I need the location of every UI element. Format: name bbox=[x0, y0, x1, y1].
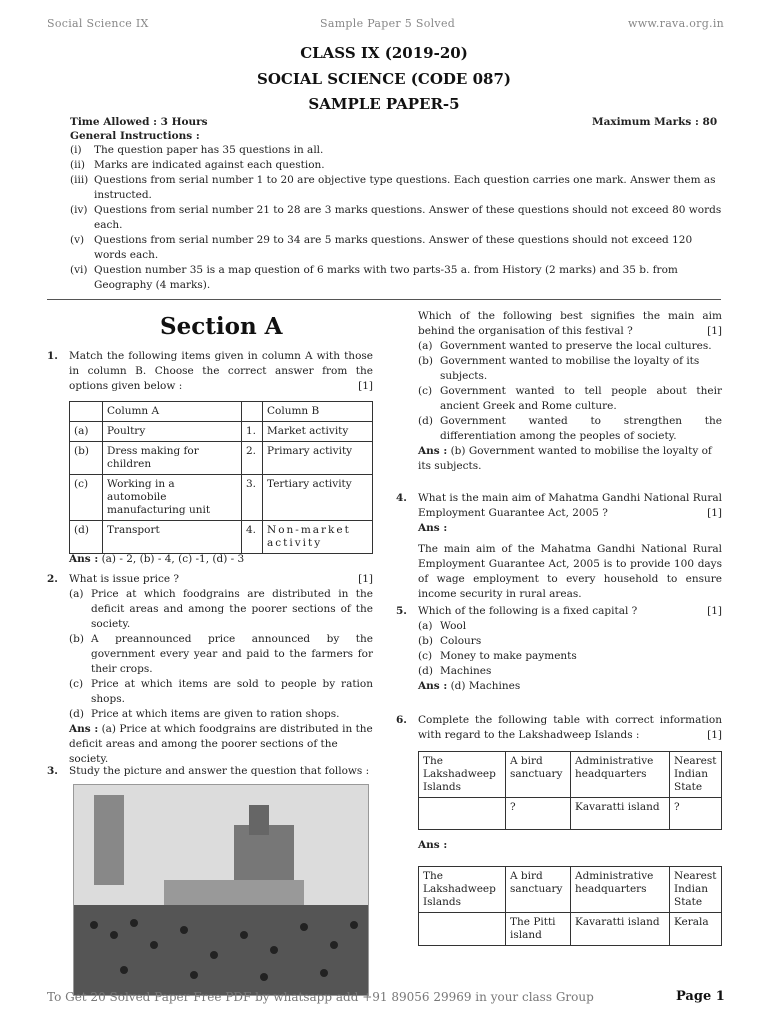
question-1: 1. Match the following items given in column A with those in column B. Choose the correct answer from the options given below : [1] bbox=[47, 350, 373, 392]
question-4-answer: The main aim of the Mahatma Gandhi National Rural Employment Guarantee Act, 2005 is to provide 100 days of wage employment to every household to ensure income security in rural areas. bbox=[418, 543, 722, 600]
instruction-item: (iii) Questions from serial number 1 to 20 are objective type questions. Each question carries one mark. Answer them as instructed. bbox=[70, 174, 716, 201]
class-title: CLASS IX (2019-20) bbox=[300, 44, 468, 62]
instruction-item: (ii) Marks are indicated against each question. bbox=[70, 159, 325, 171]
option: (b) Colours bbox=[418, 635, 482, 647]
table-header-row: The Lakshadweep Islands A bird sanctuary Administrative headquarters Nearest Indian State bbox=[419, 752, 722, 798]
option: (d) Government wanted to strengthen the differentiation among the peoples of society. bbox=[418, 415, 722, 442]
maximum-marks: Maximum Marks : 80 bbox=[592, 116, 718, 128]
option: (a) Wool bbox=[418, 620, 467, 632]
table-header-row: Column A Column B bbox=[70, 402, 373, 422]
table-row: (d) Transport 4. Non-market activity bbox=[70, 521, 373, 554]
question-6-answer-table bbox=[418, 866, 722, 946]
option: (d) Machines bbox=[418, 665, 492, 677]
question-6-answer-label: Ans : bbox=[418, 839, 448, 851]
question-1-table bbox=[69, 401, 373, 554]
header-subject: Social Science IX bbox=[47, 17, 149, 30]
header-website[interactable]: www.rava.org.in bbox=[628, 17, 725, 30]
question-1-answer: Ans : (a) - 2, (b) - 4, (c) -1, (d) - 3 bbox=[69, 553, 245, 565]
instruction-item: (v) Questions from serial number 29 to 34 are 5 marks questions. Answer of these questions should not exceed 120 words each. bbox=[70, 234, 693, 261]
question-2: 2. What is issue price ? [1] (a) Price at which foodgrains are distributed in the deficit areas and among the poorer sections of the society. (b) A preannounced price announced by the government every year and paid to the farmers for their crops. (c) Price at which items are sold to people by ration shops. (d) Price at which items are given to ration shops. Ans : (a) Price at which foodgrains are distributed in the deficit areas and among the poorer sections of the society. bbox=[47, 573, 373, 765]
paper-title: SAMPLE PAPER-5 bbox=[308, 95, 460, 113]
question-5-answer: Ans : (d) Machines bbox=[418, 680, 521, 692]
option: (a) Government wanted to preserve the local cultures. bbox=[418, 340, 712, 352]
footer-text: To Get 20 Solved Paper Free PDF by whatsapp add +91 89056 29969 in your class Group bbox=[47, 990, 594, 1004]
option: (c) Government wanted to tell people about their ancient Greek and Rome culture. bbox=[418, 385, 722, 412]
option: (c) Money to make payments bbox=[418, 650, 577, 662]
option: (d) Price at which items are given to ration shops. bbox=[69, 708, 340, 720]
instruction-item: (vi) Question number 35 is a map question of 6 marks with two parts-35 a. from History (2 marks) and 35 b. from Geography (4 marks). bbox=[70, 264, 678, 291]
question-3: 3. Study the picture and answer the question that follows : bbox=[47, 765, 370, 777]
question-3-continued: Which of the following best signifies the main aim behind the organisation of this festival ? [1] (a) Government wanted to preserve the local cultures. (b) Government wanted to mobilise the loyalty of its subjects. (c) Government wanted to tell people about their ancient Greek and Rome culture. (d) Government wanted to strengthen the differentiation among the peoples of society. Ans : (b) Government wanted to mobilise the loyalty of its subjects. bbox=[418, 310, 722, 472]
page-number: Page 1 bbox=[676, 989, 725, 1004]
header-paper: Sample Paper 5 Solved bbox=[320, 17, 456, 30]
general-instructions-heading: General Instructions : bbox=[70, 130, 200, 142]
option: (a) Price at which foodgrains are distributed in the deficit areas and among the poorer sections of the society. bbox=[69, 588, 373, 630]
table-header-row: The Lakshadweep Islands A bird sanctuary Administrative headquarters Nearest Indian State bbox=[419, 867, 722, 913]
instruction-item: (iv) Questions from serial number 21 to 28 are 3 marks questions. Answer of these questions should not exceed 80 words each. bbox=[70, 204, 722, 231]
question-5: 5. Which of the following is a fixed capital ? [1] (a) Wool (b) Colours (c) Money to make payments (d) Machines Ans : (d) Machines bbox=[396, 605, 722, 692]
table-row: The Pitti island Kavaratti island Kerala bbox=[419, 913, 722, 946]
section-heading: Section A bbox=[160, 313, 283, 340]
question-6-table bbox=[418, 751, 722, 830]
option: (b) Government wanted to mobilise the loyalty of its subjects. bbox=[418, 355, 700, 382]
instruction-item: (i) The question paper has 35 questions in all. bbox=[70, 144, 324, 156]
time-allowed: Time Allowed : 3 Hours bbox=[70, 116, 208, 128]
divider bbox=[47, 299, 721, 300]
option: (b) A preannounced price announced by the government every year and paid to the farmers for their crops. bbox=[69, 633, 373, 675]
question-6: 6. Complete the following table with correct information with regard to the Lakshadweep Islands : [1] bbox=[396, 714, 722, 741]
subject-title: SOCIAL SCIENCE (CODE 087) bbox=[257, 70, 511, 88]
table-row: (b) Dress making for children 2. Primary activity bbox=[70, 442, 373, 475]
question-4: 4. What is the main aim of Mahatma Gandhi National Rural Employment Guarantee Act, 2005 ? [1] Ans : The main aim of the Mahatma Gandhi National Rural Employment Guarantee Act, 2005 is to provide 100 days of wage employment to every household to ensure income security in rural areas. bbox=[396, 492, 722, 600]
table-row: ? Kavaratti island ? bbox=[419, 798, 722, 830]
table-row: (a) Poultry 1. Market activity bbox=[70, 422, 373, 442]
question-3-answer: Ans : (b) Government wanted to mobilise the loyalty of its subjects. bbox=[418, 445, 712, 472]
festival-picture bbox=[73, 784, 369, 996]
option: (c) Price at which items are sold to people by ration shops. bbox=[69, 678, 373, 705]
table-row: (c) Working in a automobile manufacturing unit 3. Tertiary activity bbox=[70, 475, 373, 521]
instructions-list bbox=[70, 143, 722, 293]
question-2-answer: Ans : (a) Price at which foodgrains are distributed in the deficit areas and among the poorer sections of the society. bbox=[69, 723, 373, 765]
